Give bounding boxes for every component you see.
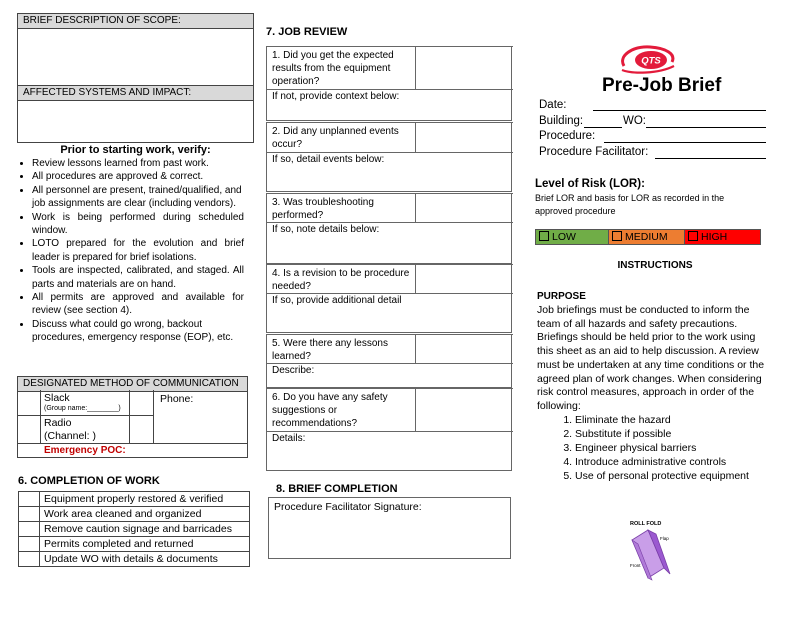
completion-item: Equipment properly restored & verified (40, 492, 250, 507)
prior-item: • Review lessons learned from past work. (32, 157, 244, 170)
review-question-text: 1. Did you get the expected results from the equipment operation? (272, 50, 394, 87)
prior-item: • All procedures are approved & correct. (32, 170, 244, 183)
scope-box (17, 13, 254, 143)
slack-group-name: (Group name:________) (44, 405, 121, 412)
prior-item: • LOTO prepared for the evolution and brief leader is prepared for brief isolations. (32, 237, 244, 264)
review-detail-label: If so, note details below: (272, 224, 380, 235)
slack-label: Slack (44, 392, 70, 404)
page-title: Pre-Job Brief (602, 75, 722, 96)
table-row (19, 507, 250, 522)
risk-high[interactable] (685, 229, 761, 245)
review-detail-3[interactable] (266, 222, 512, 264)
purpose-text: Job briefings must be conducted to inform the team of all hazards and safety precautions. Briefings should be held prior to the work using this sheet as an aid to help discussion. A review must be undertaken at any time conditions or the agreed plan of work changes. When considering risk control measures, approach in order of the following: (537, 304, 765, 412)
risk-medium-checkbox[interactable] (612, 231, 622, 241)
review-question-2 (266, 122, 512, 153)
lor-description: Brief LOR and basis for LOR as recorded in the approved procedure (535, 193, 725, 216)
comm-divider (18, 443, 247, 444)
review-detail-label: Details: (272, 433, 306, 444)
completion-item: Remove caution signage and barricades (40, 522, 250, 537)
review-question-text: 4. Is a revision to be procedure needed? (272, 268, 410, 292)
radio-checkbox[interactable] (18, 416, 40, 443)
procedure-field[interactable] (604, 142, 766, 143)
list-item: 5. Use of personal protective equipment (575, 469, 777, 483)
affected-systems-field[interactable] (18, 101, 253, 145)
prior-item: • Tools are inspected, calibrated, and staged. All parts and materials are on hand. (32, 264, 244, 291)
instructions-title: INSTRUCTIONS (617, 260, 693, 271)
prior-item: • Discuss what could go wrong, backout procedures, emergency response (EOP), etc. (32, 318, 244, 345)
review-detail-label: If so, provide additional detail (272, 295, 402, 306)
review-detail-5[interactable] (266, 363, 512, 388)
communication-header: DESIGNATED METHOD OF COMMUNICATION (18, 377, 247, 392)
comm-divider (153, 390, 154, 444)
review-detail-label: If so, detail events below: (272, 154, 385, 165)
roll-fold-title: ROLL FOLD (630, 521, 662, 527)
table-row (19, 552, 250, 567)
review-answer-field[interactable] (415, 388, 513, 432)
review-detail-6[interactable] (266, 431, 512, 471)
signature-box[interactable] (268, 497, 511, 559)
table-row (19, 522, 250, 537)
completion-item: Work area cleaned and organized (40, 507, 250, 522)
review-detail-1[interactable] (266, 89, 512, 121)
review-question-text: 6. Do you have any safety suggestions or recommendations? (272, 392, 388, 429)
review-question-6 (266, 388, 512, 432)
review-answer-field[interactable] (415, 334, 513, 364)
prior-title: Prior to starting work, verify: (60, 144, 211, 156)
review-detail-label: If not, provide context below: (272, 91, 400, 102)
completion-checkbox[interactable] (19, 522, 40, 537)
risk-low-label: LOW (552, 231, 576, 243)
communication-box (17, 376, 248, 458)
review-question-text: 5. Were there any lessons learned? (272, 338, 388, 362)
completion-checkbox[interactable] (19, 507, 40, 522)
table-row (19, 537, 250, 552)
list-item: 4. Introduce administrative controls (575, 455, 777, 469)
emergency-poc-label: Emergency POC: (44, 445, 126, 456)
review-answer-field[interactable] (415, 46, 513, 90)
signature-label: Procedure Facilitator Signature: (274, 501, 422, 513)
risk-medium[interactable] (609, 229, 685, 245)
radio-contact-field[interactable] (130, 416, 153, 443)
radio-channel: (Channel: ) (44, 430, 96, 442)
completion-checkbox[interactable] (19, 552, 40, 567)
lor-title: Level of Risk (LOR): (535, 178, 645, 190)
job-review-title: 7. JOB REVIEW (266, 26, 348, 38)
control-steps (537, 413, 777, 483)
building-label: Building: (539, 115, 584, 127)
review-answer-field[interactable] (415, 122, 513, 153)
slack-checkbox[interactable] (18, 391, 40, 415)
prior-checklist (18, 157, 244, 345)
review-question-text: 3. Was troubleshooting performed? (272, 197, 374, 221)
review-question-3 (266, 193, 512, 223)
prior-item: • All permits are approved and available for review (see section 4). (32, 291, 244, 318)
risk-medium-label: MEDIUM (625, 231, 668, 243)
procedure-label: Procedure: (539, 130, 596, 142)
flap-label: Flap (660, 536, 669, 541)
slack-contact-field[interactable] (130, 391, 153, 415)
review-detail-2[interactable] (266, 152, 512, 192)
review-answer-field[interactable] (415, 193, 513, 223)
affected-systems-label: AFFECTED SYSTEMS AND IMPACT: (18, 85, 253, 101)
risk-high-label: HIGH (701, 231, 728, 243)
review-answer-field[interactable] (415, 264, 513, 294)
purpose-title: PURPOSE (537, 291, 586, 302)
completion-checkbox[interactable] (19, 492, 40, 507)
front-label: Front (630, 563, 641, 568)
list-item: 3. Engineer physical barriers (575, 441, 777, 455)
review-question-5 (266, 334, 512, 364)
completion-table (18, 491, 250, 567)
completion-item: Permits completed and returned (40, 537, 250, 552)
radio-label: Radio (44, 417, 72, 429)
phone-label: Phone: (160, 393, 194, 405)
building-field[interactable] (584, 127, 622, 128)
list-item: 2. Substitute if possible (575, 427, 777, 441)
risk-low[interactable] (535, 229, 609, 245)
review-question-4 (266, 264, 512, 294)
wo-field[interactable] (646, 127, 766, 128)
roll-fold-diagram (618, 518, 678, 584)
qts-logo (614, 44, 684, 78)
comm-divider (40, 390, 41, 444)
review-question-text: 2. Did any unplanned events occur? (272, 126, 399, 150)
completion-checkbox[interactable] (19, 537, 40, 552)
prior-item: • All personnel are present, trained/qualified, and job assignments are clear (including vendors). (32, 184, 244, 211)
review-detail-label: Describe: (272, 365, 315, 376)
brief-completion-title: 8. BRIEF COMPLETION (276, 483, 398, 495)
brief-scope-label: BRIEF DESCRIPTION OF SCOPE: (18, 14, 253, 29)
list-item: 1. Eliminate the hazard (575, 413, 777, 427)
completion-item: Update WO with details & documents (40, 552, 250, 567)
completion-title: 6. COMPLETION OF WORK (18, 475, 160, 487)
prior-item: • Work is being performed during scheduled window. (32, 211, 244, 238)
table-row (19, 492, 250, 507)
date-label: Date: (539, 99, 567, 111)
wo-label: WO: (623, 115, 646, 127)
brief-scope-field[interactable] (18, 29, 253, 85)
review-detail-4[interactable] (266, 293, 512, 333)
logo-text: QTS (641, 55, 661, 67)
review-question-1 (266, 46, 512, 90)
facilitator-field[interactable] (655, 158, 766, 159)
risk-high-checkbox[interactable] (688, 231, 698, 241)
risk-low-checkbox[interactable] (539, 231, 549, 241)
facilitator-label: Procedure Facilitator: (539, 146, 649, 158)
date-field[interactable] (593, 110, 766, 111)
